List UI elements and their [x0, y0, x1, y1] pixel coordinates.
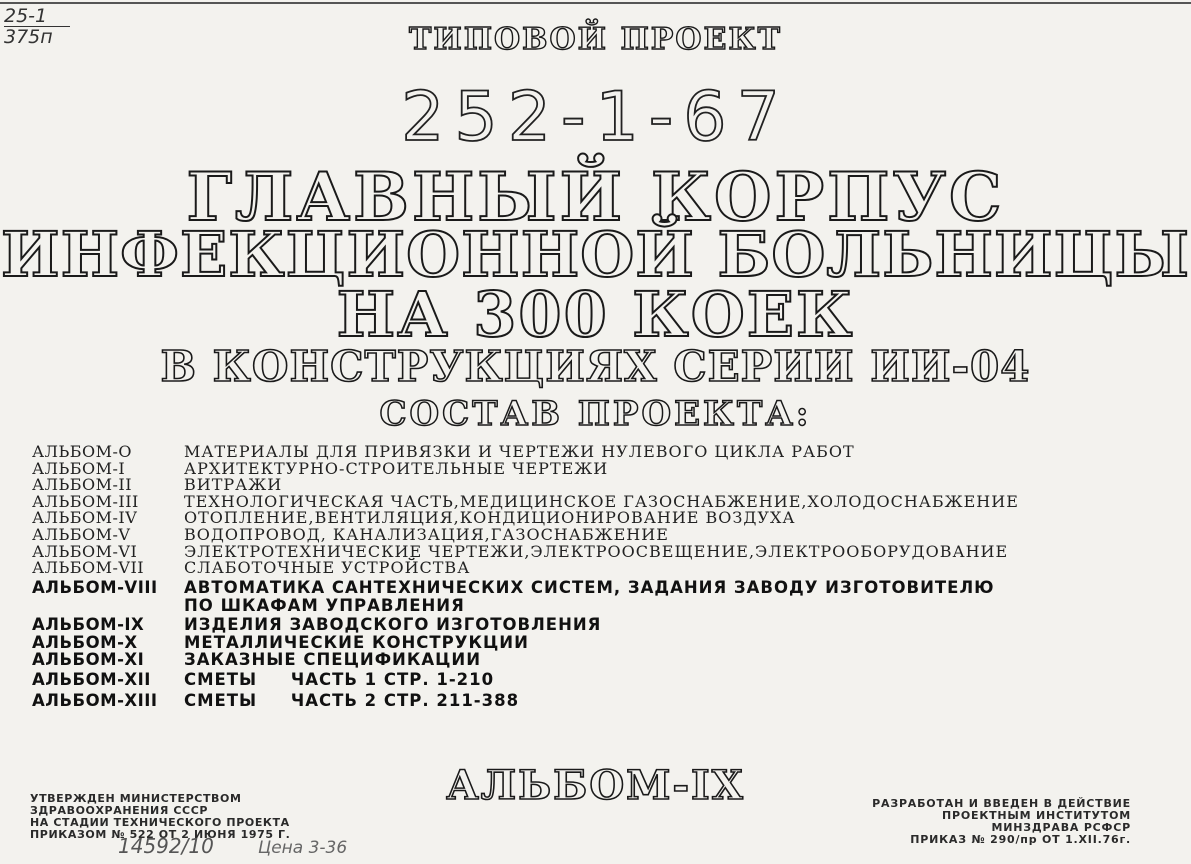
- approval-line: НА СТАДИИ ТЕХНИЧЕСКОГО ПРОЕКТА: [30, 816, 290, 829]
- developer-line: РАЗРАБОТАН И ВВЕДЕН В ДЕЙСТВИЕ: [872, 797, 1131, 810]
- project-number: 252-1-67: [401, 78, 790, 157]
- album-row: [32, 690, 1182, 711]
- project-type-title: ТИПОВОЙ ПРОЕКТ: [409, 22, 782, 57]
- approval-line: ПРИКАЗОМ № 522 ОТ 2 ИЮНЯ 1975 Г.: [30, 828, 291, 841]
- album-label: АЛЬБОМ-IX: [32, 615, 145, 635]
- heading-line-1: ГЛАВНЫЙ КОРПУС: [186, 158, 1005, 236]
- album-text: ВИТРАЖИ: [184, 475, 283, 495]
- album-text: ПО ШКАФАМ УПРАВЛЕНИЯ: [184, 595, 465, 615]
- composition-heading: СОСТАВ ПРОЕКТА:: [379, 394, 812, 434]
- approval-line: УТВЕРЖДЕН МИНИСТЕРСТВОМ: [30, 792, 242, 805]
- current-album-title: АЛЬБОМ-IX: [446, 762, 745, 809]
- album-text: ОТОПЛЕНИЕ,ВЕНТИЛЯЦИЯ,КОНДИЦИОНИРОВАНИЕ ВОЗДУХА: [184, 508, 796, 528]
- album-list: [32, 444, 1182, 711]
- album-label: АЛЬБОМ-XI: [32, 649, 145, 669]
- album-text: ЗАКАЗНЫЕ СПЕЦИФИКАЦИИ: [184, 649, 482, 669]
- developer-line: ПРИКАЗ № 290/пр ОТ 1.XII.76г.: [910, 833, 1131, 846]
- album-row: [32, 560, 1182, 577]
- album-text: МЕТАЛЛИЧЕСКИЕ КОНСТРУКЦИИ: [184, 633, 529, 653]
- album-row-continuation: [32, 595, 1182, 615]
- album-row: [32, 614, 1182, 635]
- handwritten-code: 14592/10: [118, 834, 214, 858]
- corner-note-bottom: 375п: [4, 26, 53, 48]
- album-row: [32, 669, 1182, 690]
- album-label: АЛЬБОМ-I: [32, 458, 126, 478]
- developer-block: [872, 798, 1131, 846]
- album-label: АЛЬБОМ-VII: [32, 558, 145, 578]
- album-text: ТЕХНОЛОГИЧЕСКАЯ ЧАСТЬ,МЕДИЦИНСКОЕ ГАЗОСНАБЖЕНИЕ,ХОЛОДОСНАБЖЕНИЕ: [184, 491, 1019, 511]
- album-label: АЛЬБОМ-IV: [32, 508, 138, 528]
- series-line: В КОНСТРУКЦИЯХ СЕРИИ ИИ-04: [160, 342, 1031, 391]
- album-text: АРХИТЕКТУРНО-СТРОИТЕЛЬНЫЕ ЧЕРТЕЖИ: [184, 458, 609, 478]
- heading-line-2: ИНФЕКЦИОННОЙ БОЛЬНИЦЫ: [0, 218, 1190, 291]
- album-label: АЛЬБОМ-VIII: [32, 577, 158, 597]
- album-row: [32, 649, 1182, 669]
- heading-line-3: НА 300 КОЕК: [336, 278, 855, 351]
- album-label: АЛЬБОМ-III: [32, 491, 139, 511]
- album-text: ИЗДЕЛИЯ ЗАВОДСКОГО ИЗГОТОВЛЕНИЯ: [184, 615, 602, 635]
- top-border: [0, 2, 1191, 4]
- album-text: ВОДОПРОВОД, КАНАЛИЗАЦИЯ,ГАЗОСНАБЖЕНИЕ: [184, 524, 669, 544]
- album-label: АЛЬБОМ-V: [32, 524, 131, 544]
- album-text: МАТЕРИАЛЫ ДЛЯ ПРИВЯЗКИ И ЧЕРТЕЖИ НУЛЕВОГО ЦИКЛА РАБОТ: [184, 442, 855, 461]
- developer-line: МИНЗДРАВА РСФСР: [991, 821, 1131, 834]
- album-label: АЛЬБОМ-II: [32, 475, 133, 495]
- handwritten-price: Цена 3-36: [258, 838, 348, 858]
- album-text: СЛАБОТОЧНЫЕ УСТРОЙСТВА: [184, 558, 471, 578]
- album-text: АВТОМАТИКА САНТЕХНИЧЕСКИХ СИСТЕМ, ЗАДАНИЯ ЗАВОДУ ИЗГОТОВИТЕЛЮ: [184, 577, 995, 597]
- album-label: [32, 598, 184, 615]
- album-label: АЛЬБОМ-XII: [32, 669, 151, 689]
- album-text: СМЕТЫ ЧАСТЬ 2 СТР. 211-388: [184, 690, 520, 710]
- album-label: АЛЬБОМ-XIII: [32, 690, 158, 710]
- album-label: АЛЬБОМ-О: [32, 442, 133, 461]
- corner-note-top: 25-1: [4, 6, 70, 27]
- album-text: СМЕТЫ ЧАСТЬ 1 СТР. 1-210: [184, 669, 495, 689]
- developer-line: ПРОЕКТНЫМ ИНСТИТУТОМ: [942, 809, 1131, 822]
- album-label: АЛЬБОМ-X: [32, 633, 138, 653]
- album-row: [32, 577, 1182, 598]
- album-label: АЛЬБОМ-VI: [32, 541, 138, 561]
- approval-line: ЗДРАВООХРАНЕНИЯ СССР: [30, 804, 209, 817]
- album-text: ЭЛЕКТРОТЕХНИЧЕСКИЕ ЧЕРТЕЖИ,ЭЛЕКТРООСВЕЩЕНИЕ,ЭЛЕКТРООБОРУДОВАНИЕ: [184, 541, 1009, 561]
